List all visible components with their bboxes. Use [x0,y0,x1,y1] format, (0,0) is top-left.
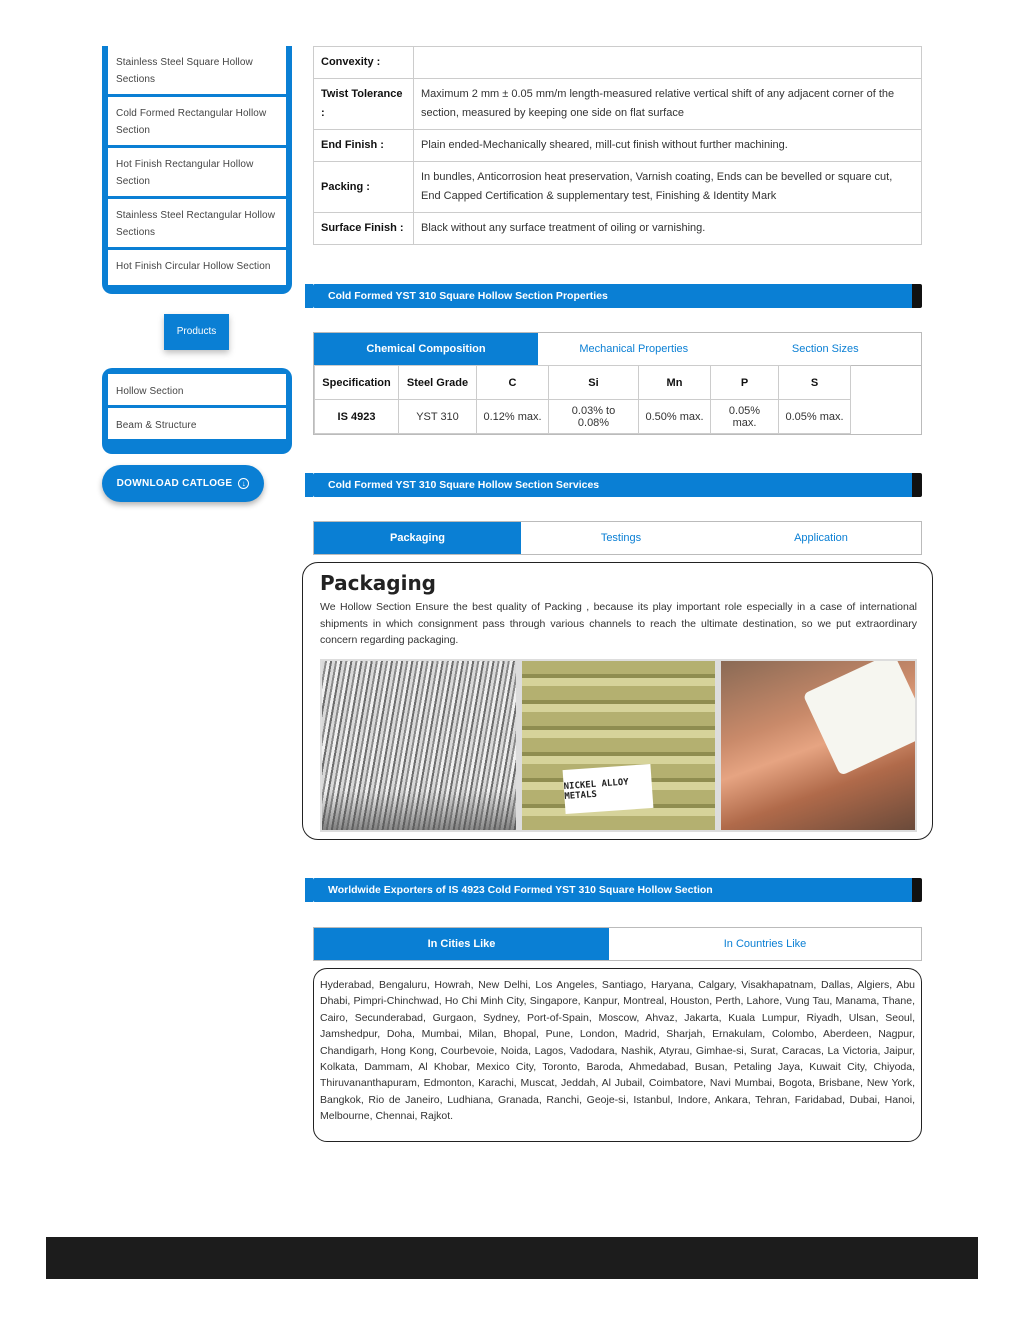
sidebar-product-list [102,368,292,454]
sidebar-category-list [102,46,292,294]
exporters-tabs [313,927,922,961]
table-cell: IS 4923 [315,400,399,434]
col-header: Specification [315,366,399,400]
services-tabs [313,521,922,555]
properties-heading: Cold Formed YST 310 Square Hollow Section Properties [313,284,922,308]
packaging-gallery [320,659,917,832]
tab-section-sizes[interactable]: Section Sizes [791,343,859,355]
products-button[interactable]: Products [164,314,229,350]
spec-key: Packing : [314,162,414,213]
tab-mechanical-properties[interactable]: Mechanical Properties [579,343,689,355]
col-header: Si [549,366,639,400]
table-row [314,130,922,162]
specification-table [313,46,922,245]
packaging-photo-copper-bars [721,661,915,830]
exporters-heading: Worldwide Exporters of IS 4923 Cold Formed YST 310 Square Hollow Section [313,878,922,902]
table-row [314,79,922,130]
packaging-photo-wrapped-bundles [522,661,716,830]
spec-key: Twist Tolerance : [314,79,414,130]
packaging-title: Packaging [320,571,436,595]
col-header: Mn [639,366,711,400]
download-catalogue-button[interactable] [102,465,264,502]
tab-cities[interactable]: In Cities Like [314,928,609,960]
table-header-row [315,366,851,400]
tab-countries[interactable]: In Countries Like [723,938,807,950]
spec-key: Convexity : [314,47,414,79]
spec-key: End Finish : [314,130,414,162]
spec-value [414,47,922,79]
table-cell: 0.12% max. [477,400,549,434]
tab-packaging[interactable]: Packaging [314,522,521,554]
tab-testings[interactable]: Testings [600,532,642,544]
col-header: C [477,366,549,400]
bundle-label: NICKEL ALLOY METALS [562,764,653,814]
properties-tabs [313,332,922,366]
sidebar-item-beam-structure[interactable]: Beam & Structure [108,408,286,442]
table-row [314,47,922,79]
download-label: DOWNLOAD CATLOGE [116,478,233,489]
col-header: Steel Grade [399,366,477,400]
download-icon: ↓ [238,478,249,489]
packaging-photo-bundled-tubes [322,661,516,830]
sidebar-item-hollow-section[interactable]: Hollow Section [108,374,286,408]
sidebar-item-hot-rect-hollow[interactable]: Hot Finish Rectangular Hollow Section [108,148,286,199]
sidebar-item-ss-square-hollow[interactable]: Stainless Steel Square Hollow Sections [108,46,286,97]
sidebar-item-cold-rect-hollow[interactable]: Cold Formed Rectangular Hollow Section [108,97,286,148]
tab-chemical-composition[interactable]: Chemical Composition [314,333,538,365]
packaging-card [302,562,933,840]
sidebar-item-ss-rect-hollow[interactable]: Stainless Steel Rectangular Hollow Sections [108,199,286,250]
sidebar-item-hot-circ-hollow[interactable]: Hot Finish Circular Hollow Section [108,250,286,288]
table-cell: 0.50% max. [639,400,711,434]
spec-value: Plain ended-Mechanically sheared, mill-cut finish without further machining. [414,130,922,162]
table-cell: 0.05% max. [779,400,851,434]
table-cell: YST 310 [399,400,477,434]
tab-application[interactable]: Application [794,532,848,544]
spec-value: Maximum 2 mm ± 0.05 mm/m length-measured relative vertical shift of any adjacent corner of the section, measured by keeping one side on flat surface [414,79,922,130]
cities-card [313,968,922,1142]
spec-value: Black without any surface treatment of oiling or varnishing. [414,213,922,245]
services-heading: Cold Formed YST 310 Square Hollow Section Services [313,473,922,497]
chemical-table [314,365,851,434]
table-row [314,213,922,245]
table-row [315,400,851,434]
table-cell: 0.03% to 0.08% [549,400,639,434]
col-header: S [779,366,851,400]
table-cell: 0.05% max. [711,400,779,434]
spec-key: Surface Finish : [314,213,414,245]
cities-list: Hyderabad, Bengaluru, Howrah, New Delhi, Los Angeles, Santiago, Haryana, Calgary, Visakhapatnam, Dallas, Algiers, Abu Dhabi, Pimpri-Chinchwad, Ho Chi Minh City, Singapore, Kanpur, Montreal, Houston, Perth, Lahore, Vung Tau, Manama, Thane, Cairo, Secunderabad, Gurgaon, Sydney, Port-of-Spain, Moscow, Ahvaz, Jakarta, Kuala Lumpur, Riyadh, Ulsan, Seoul, Jamshedpur, Doha, Mumbai, Milan, Bhopal, Pune, London, Madrid, Sharjah, Ernakulam, Colombo, Aberdeen, Nagpur, Chandigarh, Hong Kong, Courbevoie, Noida, Lagos, Vadodara, Nashik, Atyrau, Gimhae-si, Surat, Caracas, La Victoria, Jaipur, Kolkata, Dammam, Al Khobar, Mexico City, Toronto, Baroda, Ahmedabad, Busan, Petaling Jaya, Kuwait City, Chiyoda, Thiruvananthapuram, Edmonton, Karachi, Muscat, Jeddah, Al Jubail, Coimbatore, Navi Mumbai, Bogota, Brisbane, New York, Bangkok, Rio de Janeiro, Ludhiana, Granada, Ranchi, Geoje-si, Istanbul, Indore, Ankara, Tehran, Faridabad, Dubai, Hanoi, Melbourne, Chennai, Rajkot. [320,979,915,1123]
wrap-tag [803,661,915,776]
spec-value: In bundles, Anticorrosion heat preservation, Varnish coating, Ends can be bevelled or square cut, End Capped Certification & supplementary test, Finishing & Identity Mark [414,162,922,213]
packaging-description: We Hollow Section Ensure the best quality of Packing , because its play important role especially in a case of international shipments in which consignment pass through various channels to reach the ultimate destination, so we put extraordinary concern regarding packaging. [320,601,917,646]
page-footer [46,1237,978,1279]
table-row [314,162,922,213]
chemical-table-wrapper [313,365,922,435]
col-header: P [711,366,779,400]
